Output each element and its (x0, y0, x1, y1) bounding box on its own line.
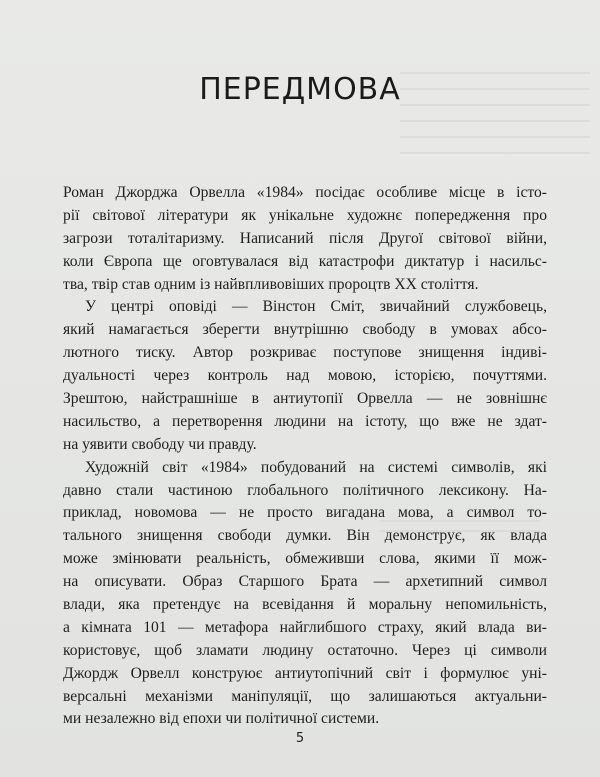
text-line: користовує, щоб зламати людину остаточно. Через ці символи (63, 641, 547, 659)
text-line: який намагається зберегти внутрішню свободу в умовах абсо- (63, 321, 547, 339)
text-line: на описувати. Образ Старшого Брата — архетипний символ (63, 573, 547, 591)
text-line: лютного тиску. Автор розкриває поступове знищення індиві- (63, 344, 547, 362)
text-line: загрози тоталітаризму. Написаний після Другої світової війни, (63, 229, 547, 247)
text-line: давно стали частиною глобального політичного лексикону. На- (63, 481, 547, 499)
paragraph-2 (63, 296, 547, 456)
text-line: Роман Джорджа Орвелла «1984» посідає особливе місце в істо- (63, 184, 547, 201)
text-line: може змінювати реальність, обмеживши слова, якими її мож- (63, 550, 547, 568)
text-line: Зрештою, найстрашніше в антиутопії Орвелла — не зовнішнє (63, 390, 547, 408)
text-line: приклад, новомова — не просто вигадана мова, а символ то- (63, 504, 547, 522)
text-line: на уявити свободу чи правду. (63, 435, 257, 453)
text-line: коли Європа ще оговтувалася від катастрофи диктатур і насильс- (63, 252, 547, 270)
paragraph-3 (63, 457, 547, 732)
text-line: а кімната 101 — метафора найглибшого страху, який влада ви- (63, 618, 547, 636)
chapter-title: ПЕРЕДМОВА (199, 72, 401, 107)
text-line: ми незалежно від епохи чи політичної системи. (63, 710, 380, 728)
text-line: У центрі оповіді — Вінстон Сміт, звичайний службовець, (85, 298, 547, 316)
text-line: рії світової літератури як унікальне художнє попередження про (63, 206, 547, 224)
body-text (63, 182, 547, 731)
text-line: версальні механізми маніпуляції, що залишаються актуальни- (63, 687, 547, 705)
text-line: тва, твір став одним із найвпливовіших пророцтв XX століття. (63, 275, 479, 293)
text-line: Художній світ «1984» побудований на системі символів, які (85, 458, 547, 476)
text-line: Джордж Орвелл конструює антиутопічний світ і формулює уні- (63, 664, 547, 682)
text-line: влади, яка претендує на всевідання й моральну непомильність, (63, 596, 547, 614)
page-number: 5 (295, 731, 305, 746)
text-line: дуальності через контроль над мовою, історією, почуттями. (63, 367, 547, 385)
paragraph-1 (63, 182, 547, 296)
text-line: насильство, а перетворення людини на істоту, що вже не здат- (63, 412, 547, 430)
text-line: тального знищення свободи думки. Він демонструє, як влада (63, 527, 547, 545)
